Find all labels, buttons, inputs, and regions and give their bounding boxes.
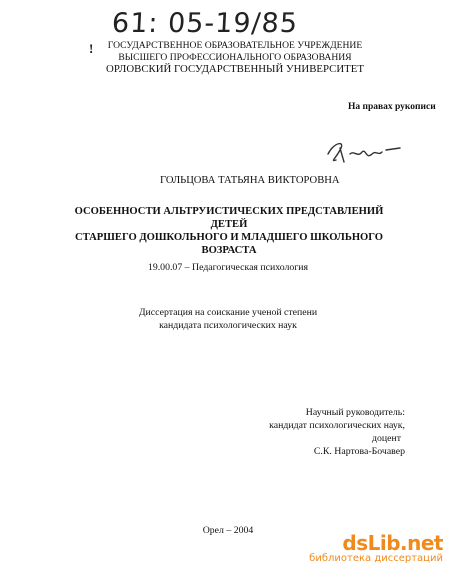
supervisor-label: Научный руководитель: (305, 407, 405, 418)
place-and-year: Орел – 2004 (202, 525, 254, 536)
watermark-logo[interactable]: dsLib.net (342, 531, 443, 555)
degree-line-1: Диссертация на соискание ученой степени (138, 307, 318, 318)
institution-line-1: ГОСУДАРСТВЕННОЕ ОБРАЗОВАТЕЛЬНОЕ УЧРЕЖДЕНИЕ (107, 40, 363, 51)
author-name: ГОЛЬЦОВА ТАТЬЯНА ВИКТОРОВНА (160, 175, 340, 186)
supervisor-rank: доцент (372, 433, 401, 444)
institution-line-2: ВЫСШЕГО ПРОФЕССИОНАЛЬНОГО ОБРАЗОВАНИЯ (118, 52, 352, 63)
archive-stamp-number: 61: 05-19/85 (111, 8, 299, 39)
dissertation-title (70, 205, 388, 257)
degree-statement (100, 306, 356, 332)
title-line-1: ОСОБЕННОСТИ АЛЬТРУИСТИЧЕСКИХ ПРЕДСТАВЛЕНИЙ ДЕТЕЙ (74, 206, 384, 230)
title-line-2: СТАРШЕГО ДОШКОЛЬНОГО И МЛАДШЕГО ШКОЛЬНОГО (74, 232, 384, 243)
dslib-watermark[interactable] (293, 531, 443, 564)
manuscript-note: На правах рукописи (348, 102, 436, 112)
watermark-subtitle: библиотека диссертаций (309, 553, 443, 564)
specialty-code: 19.00.07 – Педагогическая психология (147, 262, 309, 273)
handwritten-signature (320, 132, 410, 172)
margin-mark: ! (89, 41, 94, 56)
institution-line-3: ОРЛОВСКИЙ ГОСУДАРСТВЕННЫЙ УНИВЕРСИТЕТ (106, 63, 364, 75)
degree-line-2: кандидата психологических наук (159, 320, 297, 331)
title-line-3: ВОЗРАСТА (201, 245, 257, 256)
supervisor-name: С.К. Нартова-Бочавер (313, 446, 405, 457)
supervisor-block (250, 406, 405, 458)
supervisor-degree: кандидат психологических наук, (269, 420, 405, 431)
